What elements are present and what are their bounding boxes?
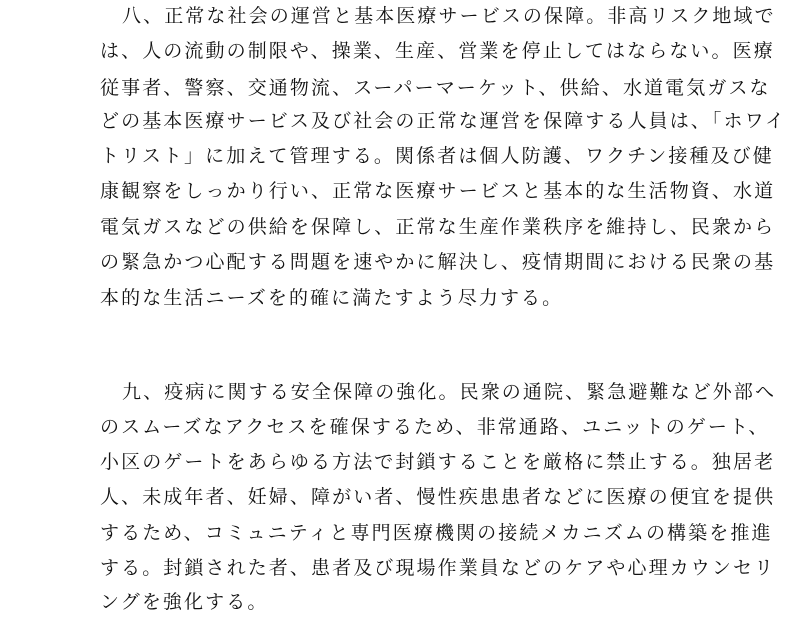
paragraph-line: 人、未成年者、妊婦、障がい者、慢性疾患患者などに医療の便宜を提供 (100, 486, 776, 508)
paragraph-line: 電気ガスなどの供給を保障し、正常な生産作業秩序を維持し、民衆から (100, 216, 776, 238)
paragraph-line: する。封鎖された者、患者及び現場作業員などのケアや心理カウンセリ (100, 557, 776, 579)
paragraph-line: 従事者、警察、交通物流、スーパーマーケット、供給、水道電気ガスな (100, 77, 771, 99)
paragraph-line: の緊急かつ心配する問題を速やかに解決し、疫情期間における民衆の基 (100, 251, 776, 273)
paragraph-line: 九、疫病に関する安全保障の強化。民衆の通院、緊急避難など外部へ (122, 381, 777, 403)
paragraph-line: 本的な生活ニーズを的確に満たすよう尽力する。 (100, 287, 564, 309)
paragraph-line: のスムーズなアクセスを確保するため、非常通路、ユニットのゲート、 (100, 416, 770, 438)
paragraph-line: は、人の流動の制限や、操業、生産、営業を停止してはならない。医療 (100, 40, 775, 62)
paragraph-line: トリスト」に加えて管理する。関係者は個人防護、ワクチン接種及び健 (100, 145, 774, 167)
paragraph-line: 八、正常な社会の運営と基本医療サービスの保障。非高リスク地域で (122, 5, 776, 27)
paragraph-line: どの基本医療サービス及び社会の正常な運営を保障する人員は、「ホワイ (100, 110, 787, 132)
paragraph-line: ングを強化する。 (100, 591, 269, 613)
paragraph-line: 康観察をしっかり行い、正常な医療サービスと基本的な生活物資、水道 (100, 180, 776, 202)
paragraph-line: 小区のゲートをあらゆる方法で封鎖することを厳格に禁止する。独居老 (100, 451, 776, 473)
paragraph-line: するため、コミュニティと専門医療機関の接続メカニズムの構築を推進 (100, 522, 773, 544)
